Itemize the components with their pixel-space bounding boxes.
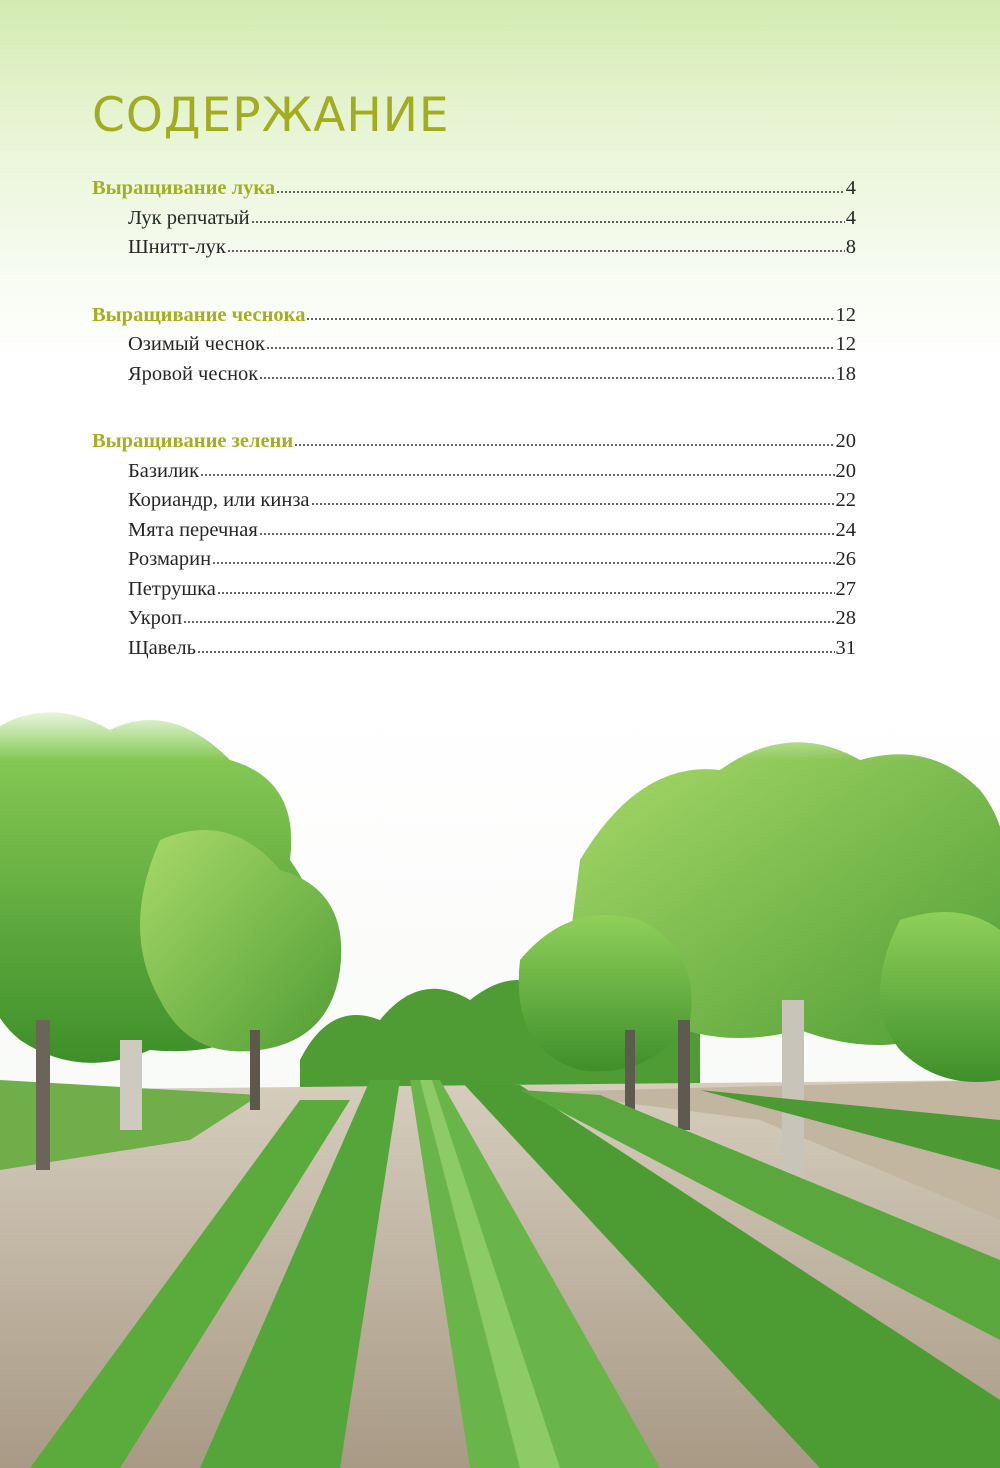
toc-entry[interactable] xyxy=(92,637,856,667)
toc-entry[interactable] xyxy=(92,489,856,519)
dot-leader xyxy=(311,502,835,506)
dot-leader xyxy=(183,620,834,624)
toc-entry-label: Мята перечная xyxy=(128,518,258,541)
toc-entry-label: Розмарин xyxy=(128,548,212,570)
toc-heading-label: Выращивание зелени xyxy=(92,430,294,452)
toc-page-number: 24 xyxy=(835,518,856,541)
dot-leader xyxy=(266,346,835,350)
toc-page-number: 4 xyxy=(845,206,856,229)
toc-page-number: 8 xyxy=(845,236,856,258)
toc-entry[interactable] xyxy=(92,519,856,549)
toc-entry-label: Яровой чеснок xyxy=(128,362,259,385)
toc-entry-label: Щавель xyxy=(128,636,197,659)
toc-page-number: 4 xyxy=(845,177,856,199)
toc-entry[interactable] xyxy=(92,333,856,363)
toc-page-number: 31 xyxy=(835,636,856,659)
toc-section-heading[interactable] xyxy=(92,304,856,334)
toc-heading-label: Выращивание чеснока xyxy=(92,303,306,326)
toc-entry[interactable] xyxy=(92,236,856,266)
toc-entry[interactable] xyxy=(92,607,856,637)
dot-leader xyxy=(217,591,835,595)
toc-entry[interactable] xyxy=(92,207,856,237)
toc-section-garlic xyxy=(92,304,856,393)
toc-entry[interactable] xyxy=(92,578,856,608)
toc-page-number: 18 xyxy=(835,362,856,385)
toc-entry-label: Петрушка xyxy=(128,577,216,600)
toc-page-number: 20 xyxy=(835,459,856,482)
dot-leader xyxy=(259,532,835,536)
page-title: СОДЕРЖАНИЕ xyxy=(92,88,450,143)
dot-leader xyxy=(276,190,845,194)
dot-leader xyxy=(294,443,834,447)
toc-page-number: 12 xyxy=(835,303,856,326)
toc-page-number: 22 xyxy=(835,489,856,511)
garden-photo xyxy=(0,700,1000,1468)
toc-entry[interactable] xyxy=(92,548,856,578)
toc-entry-label: Укроп xyxy=(128,607,183,629)
toc-entry-label: Шнитт-лук xyxy=(128,236,226,258)
toc-page-number: 12 xyxy=(835,333,856,355)
toc-entry-label: Озимый чеснок xyxy=(128,333,265,355)
toc-section-heading[interactable] xyxy=(92,177,856,207)
toc-entry-label: Базилик xyxy=(128,459,200,482)
toc-entry[interactable] xyxy=(92,363,856,393)
table-of-contents xyxy=(92,177,856,704)
toc-page-number: 20 xyxy=(835,430,856,452)
dot-leader xyxy=(306,317,834,321)
dot-leader xyxy=(212,561,834,565)
toc-section-greens xyxy=(92,430,856,666)
toc-page-number: 28 xyxy=(835,607,856,629)
dot-leader xyxy=(259,376,834,380)
dot-leader xyxy=(227,249,845,253)
toc-heading-label: Выращивание лука xyxy=(92,177,276,199)
dot-leader xyxy=(197,650,834,654)
dot-leader xyxy=(200,473,834,477)
toc-entry-label: Лук репчатый xyxy=(128,206,250,229)
toc-entry[interactable] xyxy=(92,460,856,490)
toc-section-onion xyxy=(92,177,856,266)
toc-page-number: 26 xyxy=(835,548,856,570)
toc-page-number: 27 xyxy=(835,577,856,600)
dot-leader xyxy=(251,220,845,224)
toc-entry-label: Кориандр, или кинза xyxy=(128,489,310,511)
toc-section-heading[interactable] xyxy=(92,430,856,460)
